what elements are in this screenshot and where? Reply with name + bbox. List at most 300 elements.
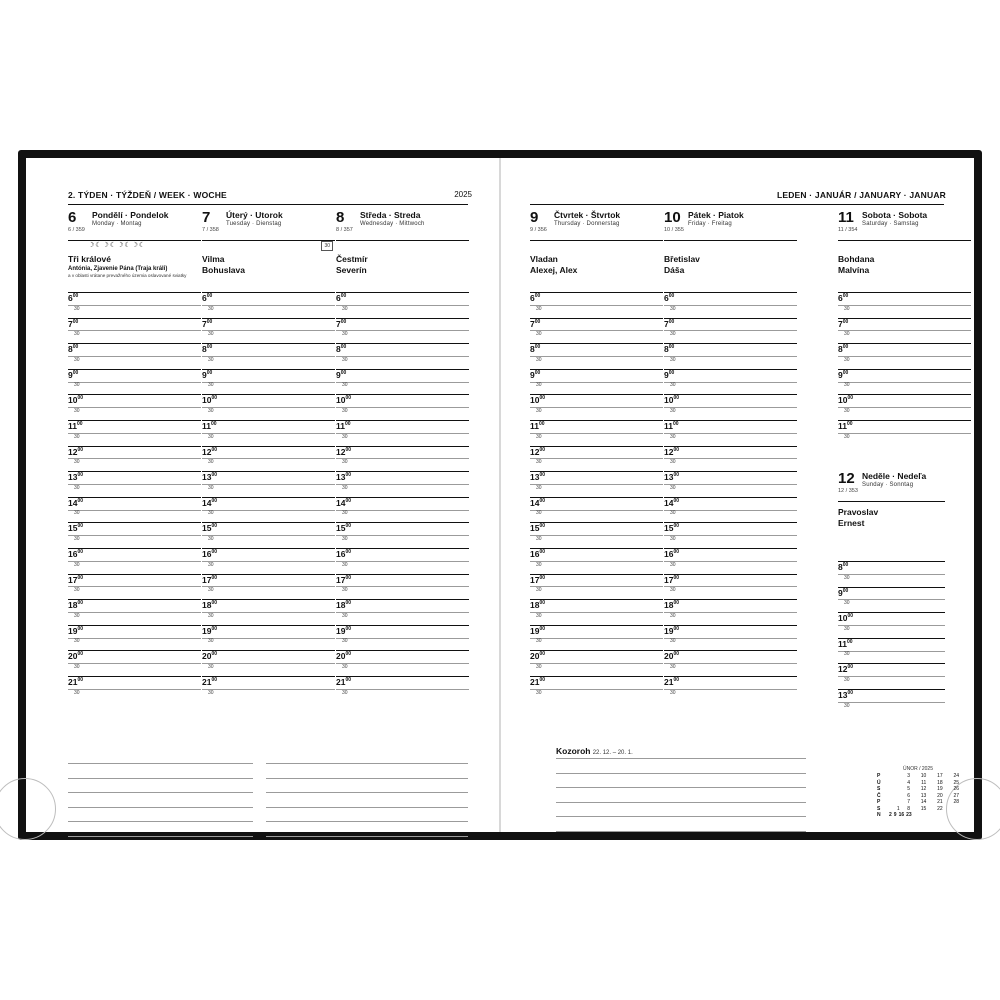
slot-half: 30 [536, 331, 542, 338]
time-slot[interactable] [336, 574, 469, 600]
day-header [664, 210, 797, 241]
day-of-year: 10 / 355 [664, 227, 684, 233]
slot-half: 30 [208, 561, 214, 568]
time-slot[interactable] [68, 497, 201, 523]
slot-half: 30 [844, 702, 850, 709]
slot-line-full [664, 599, 797, 600]
time-slot[interactable] [664, 522, 797, 548]
slot-hour: $12^{00}$ [68, 446, 84, 457]
slot-line-half [336, 382, 469, 383]
slot-half: 30 [74, 459, 80, 466]
time-slot[interactable] [530, 446, 663, 472]
holiday-note: a v oblasti vrátane prevažného územia oslavované sviatky [68, 273, 187, 278]
time-slot[interactable] [68, 574, 201, 600]
note-line[interactable] [266, 778, 468, 779]
slot-half: 30 [536, 612, 542, 619]
time-slot[interactable] [336, 343, 469, 369]
time-slot[interactable] [664, 676, 797, 702]
slot-line-half [664, 638, 797, 639]
mini-calendar-cell[interactable]: 23 [906, 812, 912, 818]
time-slot[interactable] [202, 394, 335, 420]
slot-line-half [530, 407, 663, 408]
note-line[interactable] [556, 758, 806, 759]
slot-line-full [336, 420, 469, 421]
time-slot[interactable] [838, 561, 945, 587]
time-slot[interactable] [202, 650, 335, 676]
slot-hour: $8^{00}$ [336, 344, 347, 355]
slot-line-half [336, 433, 469, 434]
day-name-primary: Úterý · Utorok [226, 210, 283, 220]
time-slot[interactable] [664, 548, 797, 574]
slot-hour: $12^{00}$ [336, 446, 352, 457]
note-line[interactable] [266, 763, 468, 764]
note-line[interactable] [266, 821, 468, 822]
slot-line-half [664, 356, 797, 357]
time-slot[interactable] [838, 638, 945, 664]
slot-hour: $6^{00}$ [202, 293, 213, 303]
time-slot[interactable] [336, 497, 469, 523]
day-names-block [664, 254, 797, 288]
time-slot[interactable] [202, 548, 335, 574]
time-slot[interactable] [68, 599, 201, 625]
slot-line-half [202, 484, 335, 485]
slot-line-half [530, 305, 663, 306]
time-slot[interactable] [336, 318, 469, 344]
slot-hour: $16^{00}$ [336, 548, 352, 559]
slot-hour: $15^{00}$ [336, 523, 352, 534]
mini-calendar-cell[interactable]: 14 [920, 799, 927, 805]
slot-hour: $7^{00}$ [664, 318, 675, 329]
mini-calendar-cell[interactable]: 5 [907, 786, 910, 792]
slot-line-half [664, 612, 797, 613]
time-slot[interactable] [336, 650, 469, 676]
note-line[interactable] [266, 836, 468, 837]
slot-line-half [530, 612, 663, 613]
time-slot[interactable] [68, 394, 201, 420]
mini-calendar-cell[interactable]: 17 [937, 773, 943, 779]
time-slot[interactable] [530, 497, 663, 523]
slot-hour: $19^{00}$ [336, 625, 352, 636]
slot-hour: $14^{00}$ [202, 497, 218, 508]
slot-line-half [68, 612, 201, 613]
slot-line-full [530, 522, 663, 523]
zodiac-dates: 22. 12. – 20. 1. [592, 750, 633, 756]
time-slot[interactable] [202, 471, 335, 497]
time-slot[interactable] [530, 471, 663, 497]
moon-phase-row [68, 240, 201, 253]
nameday: Severín [336, 265, 367, 275]
slot-hour: $10^{00}$ [838, 613, 854, 624]
note-line[interactable] [68, 821, 253, 822]
slot-hour: $13^{00}$ [838, 689, 854, 700]
note-line[interactable] [68, 836, 253, 837]
diary-cover [18, 150, 982, 840]
time-slot[interactable] [838, 420, 971, 440]
time-slot[interactable] [664, 471, 797, 497]
slot-hour: $20^{00}$ [68, 651, 84, 662]
slot-half: 30 [670, 484, 676, 491]
sunday-day-of-year: 12 / 353 [838, 488, 858, 494]
time-slot[interactable] [530, 369, 663, 395]
sunday-name-primary: Neděle · Nedeľa [862, 471, 927, 481]
mini-calendar-cell[interactable]: 16 [898, 812, 905, 818]
mini-calendar-cell[interactable]: 26 [953, 786, 959, 792]
slot-half: 30 [670, 331, 676, 338]
slot-line-half [664, 458, 797, 459]
day-column [838, 210, 971, 440]
mini-calendar-table [876, 773, 960, 818]
slot-line-full [68, 522, 201, 523]
slot-half: 30 [670, 510, 676, 517]
slot-line-full [664, 292, 797, 293]
note-line[interactable] [68, 763, 253, 764]
slot-line-full [530, 650, 663, 651]
mini-calendar-title: ÚNOR / 2025 [902, 766, 933, 772]
mini-calendar-cell[interactable]: 24 [953, 773, 959, 779]
time-slot[interactable] [336, 471, 469, 497]
slot-line-full [838, 561, 945, 562]
slot-half: 30 [74, 689, 80, 696]
mini-calendar-cell[interactable]: 8 [907, 805, 910, 812]
slot-line-full [530, 471, 663, 472]
slot-line-half [68, 689, 201, 690]
slot-line-half [202, 561, 335, 562]
time-slot[interactable] [664, 369, 797, 395]
slot-line-half [336, 663, 469, 664]
slot-half: 30 [844, 651, 850, 658]
day-time-slots [202, 292, 335, 702]
slot-half: 30 [670, 535, 676, 542]
mini-calendar-cell[interactable]: 18 [937, 779, 943, 786]
day-name-secondary: Friday · Freitag [688, 221, 732, 227]
slot-line-full [202, 625, 335, 626]
time-slot[interactable] [664, 599, 797, 625]
time-slot[interactable] [68, 292, 201, 318]
mini-calendar-cell[interactable]: 25 [953, 779, 959, 786]
time-slot[interactable] [68, 369, 201, 395]
day-name-secondary: Tuesday · Dienstag [226, 221, 282, 227]
time-slot[interactable] [202, 420, 335, 446]
slot-line-full [336, 446, 469, 447]
mini-calendar-cell[interactable]: 20 [937, 792, 943, 799]
slot-hour: $8^{00}$ [838, 562, 849, 572]
slot-line-full [664, 471, 797, 472]
time-slot[interactable] [664, 497, 797, 523]
slot-line-full [530, 369, 663, 370]
slot-hour: $8^{00}$ [664, 344, 675, 355]
holiday-name: Tři králové [68, 254, 111, 264]
slot-half: 30 [844, 305, 850, 312]
slot-hour: $18^{00}$ [664, 600, 680, 611]
notes-area-left-b[interactable] [266, 763, 468, 850]
time-slot[interactable] [530, 676, 663, 702]
moon-phase-row [336, 240, 469, 253]
mini-calendar-cell[interactable]: 15 [920, 805, 927, 812]
time-slot[interactable] [530, 420, 663, 446]
right-page-header: LEDEN · JANUÁR / JANUARY · JANUAR [776, 190, 946, 200]
note-line[interactable] [556, 816, 806, 817]
time-slot[interactable] [530, 318, 663, 344]
mini-calendar-cell[interactable]: 13 [920, 792, 927, 799]
time-slot[interactable] [202, 574, 335, 600]
mini-calendar-cell[interactable]: 9 [893, 812, 897, 818]
slot-hour: $13^{00}$ [336, 472, 352, 483]
time-slot[interactable] [68, 420, 201, 446]
slot-half: 30 [536, 459, 542, 466]
day-name-primary: Sobota · Sobota [862, 210, 928, 220]
slot-hour: $9^{00}$ [838, 587, 849, 598]
slot-hour: $14^{00}$ [530, 497, 546, 508]
time-slot[interactable] [202, 497, 335, 523]
time-slot[interactable] [202, 599, 335, 625]
slot-hour: $12^{00}$ [664, 446, 680, 457]
slot-line-full [202, 318, 335, 319]
time-slot[interactable] [336, 625, 469, 651]
slot-half: 30 [536, 510, 542, 517]
mini-calendar-cell[interactable]: 11 [921, 779, 927, 786]
mini-calendar-cell[interactable]: 1 [896, 805, 900, 812]
time-slot[interactable] [68, 446, 201, 472]
time-slot[interactable] [202, 676, 335, 702]
mini-calendar-cell[interactable]: 21 [937, 799, 943, 805]
time-slot[interactable] [202, 522, 335, 548]
slot-line-half [530, 561, 663, 562]
day-name-secondary: Thursday · Donnerstag [554, 221, 620, 227]
slot-line-half [664, 689, 797, 690]
slot-line-half [202, 433, 335, 434]
time-slot[interactable] [336, 446, 469, 472]
time-slot[interactable] [838, 587, 945, 613]
note-line[interactable] [556, 787, 806, 788]
mini-calendar-cell[interactable]: 6 [907, 792, 910, 799]
time-slot[interactable] [202, 318, 335, 344]
slot-half: 30 [342, 535, 348, 542]
mini-calendar-daylabel: N [877, 812, 881, 818]
slot-half: 30 [208, 305, 214, 312]
time-slot[interactable] [68, 676, 201, 702]
time-slot[interactable] [838, 689, 945, 715]
time-slot[interactable] [202, 343, 335, 369]
note-line[interactable] [68, 807, 253, 808]
slot-line-full [530, 394, 663, 395]
slot-line-half [664, 561, 797, 562]
time-slot[interactable] [336, 394, 469, 420]
time-slot[interactable] [530, 625, 663, 651]
mini-calendar-cell[interactable] [913, 812, 915, 819]
slot-line-full [838, 343, 971, 344]
slot-line-half [336, 305, 469, 306]
note-line[interactable] [266, 807, 468, 808]
slot-line-half [68, 458, 201, 459]
slot-hour: $9^{00}$ [664, 369, 675, 380]
time-slot[interactable] [68, 318, 201, 344]
time-slot[interactable] [838, 394, 971, 420]
nameday: Ernest [838, 518, 865, 528]
mini-calendar-cell[interactable]: 27 [953, 792, 959, 799]
slot-line-half [202, 510, 335, 511]
time-slot[interactable] [664, 650, 797, 676]
time-slot[interactable] [202, 292, 335, 318]
slot-line-full [838, 587, 945, 588]
slot-hour: $19^{00}$ [202, 625, 218, 636]
slot-half: 30 [670, 663, 676, 670]
mini-calendar-cell[interactable]: 10 [920, 773, 927, 779]
nameday: Dáša [664, 265, 685, 275]
time-slot[interactable] [838, 318, 971, 344]
time-slot[interactable] [202, 369, 335, 395]
time-slot[interactable] [68, 522, 201, 548]
slot-half: 30 [342, 663, 348, 670]
slot-line-full [838, 638, 945, 639]
time-slot[interactable] [68, 625, 201, 651]
slot-line-full [530, 318, 663, 319]
slot-line-half [838, 382, 971, 383]
time-slot[interactable] [68, 548, 201, 574]
mini-calendar-cell[interactable] [944, 806, 960, 813]
slot-line-full [664, 420, 797, 421]
time-slot[interactable] [68, 343, 201, 369]
mini-calendar-cell[interactable]: 3 [907, 773, 910, 779]
note-line[interactable] [556, 831, 806, 832]
slot-half: 30 [670, 689, 676, 696]
slot-hour: $21^{00}$ [202, 676, 218, 687]
slot-line-half [838, 599, 945, 600]
slot-line-half [68, 561, 201, 562]
time-slot[interactable] [530, 650, 663, 676]
slot-line-full [336, 676, 469, 677]
slot-half: 30 [74, 382, 80, 389]
slot-line-full [202, 420, 335, 421]
time-slot[interactable] [530, 548, 663, 574]
time-slot[interactable] [530, 394, 663, 420]
time-slot[interactable] [664, 446, 797, 472]
time-slot[interactable] [68, 650, 201, 676]
time-slot[interactable] [68, 471, 201, 497]
slot-hour: $18^{00}$ [530, 600, 546, 611]
day-header [336, 210, 469, 241]
slot-half: 30 [670, 356, 676, 363]
slot-half: 30 [74, 510, 80, 517]
time-slot[interactable] [664, 394, 797, 420]
time-slot[interactable] [336, 522, 469, 548]
slot-line-full [68, 548, 201, 549]
note-line[interactable] [556, 773, 806, 774]
slot-half: 30 [74, 433, 80, 440]
notes-area-right[interactable] [556, 758, 806, 845]
mini-calendar-cell[interactable]: 4 [907, 779, 910, 786]
time-slot[interactable] [336, 676, 469, 702]
day-number: 9 [530, 209, 539, 226]
day-of-year: 6 / 359 [68, 227, 85, 233]
day-name-primary: Čtvrtek · Štvrtok [554, 210, 621, 220]
slot-half: 30 [670, 561, 676, 568]
slot-hour: $7^{00}$ [530, 318, 541, 329]
notes-area-left-a[interactable] [68, 763, 253, 850]
time-slot[interactable] [336, 548, 469, 574]
note-line[interactable] [68, 778, 253, 779]
slot-line-full [202, 343, 335, 344]
note-line[interactable] [68, 792, 253, 793]
time-slot[interactable] [530, 574, 663, 600]
day-names-block [336, 254, 469, 288]
slot-line-half [336, 561, 469, 562]
slot-line-full [530, 420, 663, 421]
slot-hour: $9^{00}$ [202, 369, 213, 380]
mini-calendar-cell[interactable]: 28 [953, 799, 959, 805]
slot-hour: $13^{00}$ [68, 472, 84, 483]
moon-icon: ☽☾☽☾☽☾☽☾ [88, 242, 147, 249]
slot-line-full [68, 574, 201, 575]
time-slot[interactable] [838, 369, 971, 395]
slot-hour: $12^{00}$ [202, 446, 218, 457]
slot-half: 30 [536, 356, 542, 363]
slot-half: 30 [342, 561, 348, 568]
time-slot[interactable] [202, 446, 335, 472]
time-slot[interactable] [530, 599, 663, 625]
time-slot[interactable] [838, 612, 945, 638]
note-line[interactable] [556, 802, 806, 803]
mini-calendar-cell[interactable]: 12 [920, 786, 927, 792]
slot-half: 30 [536, 305, 542, 312]
nameday: Bohdana [838, 254, 875, 264]
slot-line-full [838, 394, 971, 395]
slot-line-half [336, 689, 469, 690]
time-slot[interactable] [838, 343, 971, 369]
time-slot[interactable] [336, 420, 469, 446]
zodiac-sign [556, 746, 633, 756]
slot-line-half [530, 638, 663, 639]
time-slot[interactable] [336, 599, 469, 625]
zodiac-name: Kozoroh [556, 746, 591, 756]
mini-calendar-cell[interactable]: 7 [907, 799, 910, 805]
time-slot[interactable] [664, 574, 797, 600]
time-slot[interactable] [838, 292, 971, 318]
slot-hour: $15^{00}$ [68, 523, 84, 534]
day-column [664, 209, 797, 696]
slot-line-half [838, 305, 971, 306]
slot-line-full [202, 369, 335, 370]
time-slot[interactable] [664, 343, 797, 369]
slot-line-half [838, 356, 971, 357]
day-name-group [554, 210, 620, 228]
time-slot[interactable] [530, 292, 663, 318]
time-slot[interactable] [664, 420, 797, 446]
time-slot[interactable] [838, 663, 945, 689]
time-slot[interactable] [530, 343, 663, 369]
time-slot[interactable] [530, 522, 663, 548]
mini-calendar-cell[interactable]: 2 [889, 812, 892, 818]
note-line[interactable] [266, 792, 468, 793]
mini-calendar-row [876, 812, 915, 819]
day-number: 11 [838, 210, 854, 226]
time-slot[interactable] [664, 625, 797, 651]
time-slot[interactable] [336, 369, 469, 395]
slot-line-half [68, 484, 201, 485]
mini-calendar-cell[interactable]: 22 [937, 805, 943, 812]
time-slot[interactable] [664, 318, 797, 344]
time-slot[interactable] [664, 292, 797, 318]
day-header [202, 210, 335, 241]
time-slot[interactable] [202, 625, 335, 651]
slot-half: 30 [342, 638, 348, 645]
slot-hour: $8^{00}$ [838, 344, 849, 355]
slot-line-full [68, 394, 201, 395]
slot-half: 30 [74, 305, 80, 312]
slot-half: 30 [536, 689, 542, 696]
mini-calendar-cell[interactable]: 19 [937, 786, 943, 792]
day-number: 6 [68, 209, 77, 226]
time-slot[interactable] [336, 292, 469, 318]
